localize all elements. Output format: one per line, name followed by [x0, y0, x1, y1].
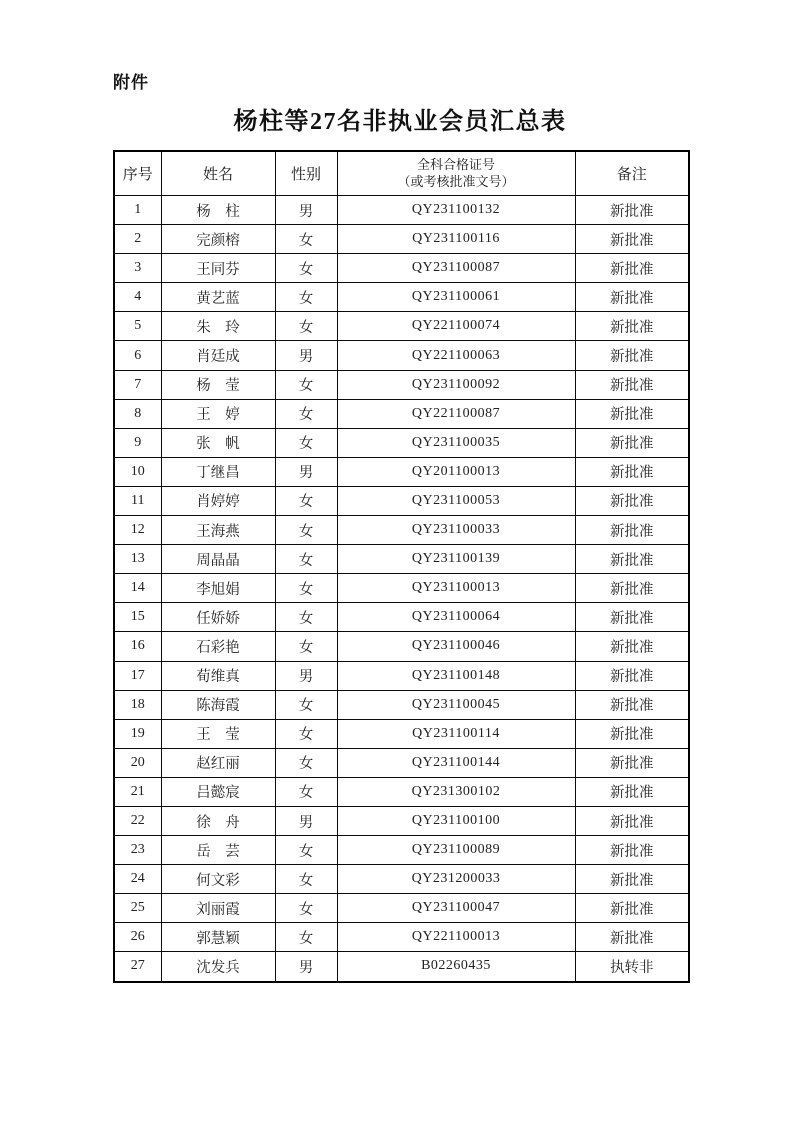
- cell-name: 张 帆: [161, 428, 275, 457]
- table-header: [114, 151, 689, 196]
- cell-cert: B02260435: [337, 952, 575, 982]
- table-row: [114, 748, 689, 777]
- table-row: [114, 225, 689, 254]
- cell-gender: 女: [275, 632, 337, 661]
- cell-index: 5: [114, 312, 161, 341]
- cell-index: 3: [114, 254, 161, 283]
- cell-remark: 新批准: [575, 545, 689, 574]
- table-body: [114, 196, 689, 982]
- cell-cert: QY231300102: [337, 777, 575, 806]
- cell-name: 吕懿宸: [161, 777, 275, 806]
- cell-cert: QY231100089: [337, 836, 575, 865]
- cell-index: 25: [114, 894, 161, 923]
- header-index: 序号: [114, 151, 161, 196]
- cell-index: 26: [114, 923, 161, 952]
- cell-remark: 新批准: [575, 399, 689, 428]
- table-row: [114, 865, 689, 894]
- cell-gender: 女: [275, 516, 337, 545]
- table-row: [114, 283, 689, 312]
- cell-remark: 新批准: [575, 516, 689, 545]
- header-row: [114, 151, 689, 196]
- cell-index: 2: [114, 225, 161, 254]
- header-cert-line2: （或考核批准文号）: [397, 173, 515, 189]
- table-row: [114, 719, 689, 748]
- cell-gender: 女: [275, 923, 337, 952]
- cell-name: 王 莹: [161, 719, 275, 748]
- cell-index: 8: [114, 399, 161, 428]
- cell-remark: 新批准: [575, 225, 689, 254]
- cell-cert: QY231100114: [337, 719, 575, 748]
- cell-index: 11: [114, 486, 161, 515]
- table-row: [114, 457, 689, 486]
- cell-cert: QY231100046: [337, 632, 575, 661]
- cell-gender: 男: [275, 661, 337, 690]
- cell-cert: QY231100013: [337, 574, 575, 603]
- cell-index: 27: [114, 952, 161, 982]
- cell-index: 18: [114, 690, 161, 719]
- cell-cert: QY231100132: [337, 196, 575, 225]
- cell-name: 杨 柱: [161, 196, 275, 225]
- table-row: [114, 690, 689, 719]
- cell-remark: 新批准: [575, 254, 689, 283]
- cell-cert: QY221100063: [337, 341, 575, 370]
- cell-gender: 女: [275, 603, 337, 632]
- cell-remark: 新批准: [575, 719, 689, 748]
- attachment-label: 附件: [113, 73, 149, 92]
- cell-name: 赵红丽: [161, 748, 275, 777]
- cell-name: 朱 玲: [161, 312, 275, 341]
- cell-gender: 女: [275, 399, 337, 428]
- cell-cert: QY231100144: [337, 748, 575, 777]
- cell-remark: 新批准: [575, 341, 689, 370]
- cell-remark: 新批准: [575, 923, 689, 952]
- table-row: [114, 806, 689, 835]
- cell-remark: 执转非: [575, 952, 689, 982]
- table-row: [114, 923, 689, 952]
- cell-cert: QY231200033: [337, 865, 575, 894]
- cell-name: 王海燕: [161, 516, 275, 545]
- cell-name: 陈海霞: [161, 690, 275, 719]
- cell-name: 肖婷婷: [161, 486, 275, 515]
- cell-cert: QY231100035: [337, 428, 575, 457]
- cell-cert: QY231100100: [337, 806, 575, 835]
- cell-cert: QY231100061: [337, 283, 575, 312]
- cell-name: 任娇娇: [161, 603, 275, 632]
- cell-remark: 新批准: [575, 370, 689, 399]
- cell-gender: 女: [275, 370, 337, 399]
- cell-index: 13: [114, 545, 161, 574]
- cell-index: 10: [114, 457, 161, 486]
- cell-cert: QY231100053: [337, 486, 575, 515]
- cell-name: 沈发兵: [161, 952, 275, 982]
- table-row: [114, 486, 689, 515]
- cell-cert: QY231100064: [337, 603, 575, 632]
- cell-name: 丁继昌: [161, 457, 275, 486]
- cell-gender: 男: [275, 457, 337, 486]
- cell-name: 王同芬: [161, 254, 275, 283]
- cell-gender: 男: [275, 341, 337, 370]
- cell-name: 荀维真: [161, 661, 275, 690]
- cell-gender: 女: [275, 283, 337, 312]
- cell-name: 何文彩: [161, 865, 275, 894]
- cell-remark: 新批准: [575, 836, 689, 865]
- cell-gender: 女: [275, 777, 337, 806]
- cell-gender: 男: [275, 952, 337, 982]
- cell-remark: 新批准: [575, 574, 689, 603]
- cell-index: 24: [114, 865, 161, 894]
- cell-index: 4: [114, 283, 161, 312]
- cell-gender: 女: [275, 690, 337, 719]
- table-row: [114, 254, 689, 283]
- cell-gender: 女: [275, 865, 337, 894]
- cell-name: 完颜榕: [161, 225, 275, 254]
- cell-cert: QY231100092: [337, 370, 575, 399]
- table-row: [114, 836, 689, 865]
- cell-index: 15: [114, 603, 161, 632]
- cell-index: 17: [114, 661, 161, 690]
- cell-name: 徐 舟: [161, 806, 275, 835]
- table-row: [114, 545, 689, 574]
- cell-gender: 女: [275, 225, 337, 254]
- cell-remark: 新批准: [575, 748, 689, 777]
- table-row: [114, 341, 689, 370]
- table-row: [114, 516, 689, 545]
- cell-index: 23: [114, 836, 161, 865]
- cell-index: 19: [114, 719, 161, 748]
- cell-remark: 新批准: [575, 806, 689, 835]
- table-row: [114, 952, 689, 982]
- cell-gender: 女: [275, 312, 337, 341]
- cell-remark: 新批准: [575, 661, 689, 690]
- cell-cert: QY231100047: [337, 894, 575, 923]
- cell-remark: 新批准: [575, 690, 689, 719]
- cell-index: 7: [114, 370, 161, 399]
- cell-gender: 女: [275, 748, 337, 777]
- cell-cert: QY231100148: [337, 661, 575, 690]
- cell-name: 王 婷: [161, 399, 275, 428]
- cell-gender: 女: [275, 574, 337, 603]
- cell-name: 郭慧颖: [161, 923, 275, 952]
- cell-remark: 新批准: [575, 196, 689, 225]
- cell-cert: QY201100013: [337, 457, 575, 486]
- cell-cert: QY231100139: [337, 545, 575, 574]
- cell-cert: QY231100116: [337, 225, 575, 254]
- table-row: [114, 428, 689, 457]
- table-row: [114, 370, 689, 399]
- cell-name: 刘丽霞: [161, 894, 275, 923]
- members-table: [113, 150, 690, 983]
- cell-cert: QY221100087: [337, 399, 575, 428]
- cell-cert: QY221100074: [337, 312, 575, 341]
- table-row: [114, 632, 689, 661]
- table-row: [114, 399, 689, 428]
- cell-remark: 新批准: [575, 312, 689, 341]
- cell-remark: 新批准: [575, 428, 689, 457]
- header-gender: 性别: [275, 151, 337, 196]
- header-cert: [337, 151, 575, 196]
- cell-index: 20: [114, 748, 161, 777]
- cell-cert: QY231100087: [337, 254, 575, 283]
- table-row: [114, 894, 689, 923]
- cell-gender: 女: [275, 254, 337, 283]
- cell-gender: 女: [275, 545, 337, 574]
- cell-gender: 女: [275, 486, 337, 515]
- cell-gender: 女: [275, 428, 337, 457]
- cell-remark: 新批准: [575, 894, 689, 923]
- cell-name: 李旭娟: [161, 574, 275, 603]
- cell-name: 黄艺蓝: [161, 283, 275, 312]
- cell-remark: 新批准: [575, 777, 689, 806]
- cell-remark: 新批准: [575, 486, 689, 515]
- header-cert-line1: 全科合格证号: [416, 156, 495, 172]
- cell-index: 14: [114, 574, 161, 603]
- cell-index: 9: [114, 428, 161, 457]
- table-row: [114, 777, 689, 806]
- cell-cert: QY231100045: [337, 690, 575, 719]
- cell-gender: 男: [275, 196, 337, 225]
- cell-remark: 新批准: [575, 603, 689, 632]
- cell-cert: QY231100033: [337, 516, 575, 545]
- cell-index: 1: [114, 196, 161, 225]
- cell-gender: 女: [275, 894, 337, 923]
- cell-cert: QY221100013: [337, 923, 575, 952]
- cell-name: 石彩艳: [161, 632, 275, 661]
- cell-name: 岳 芸: [161, 836, 275, 865]
- table-row: [114, 574, 689, 603]
- cell-gender: 男: [275, 806, 337, 835]
- cell-remark: 新批准: [575, 457, 689, 486]
- table-row: [114, 312, 689, 341]
- cell-gender: 女: [275, 719, 337, 748]
- cell-gender: 女: [275, 836, 337, 865]
- cell-remark: 新批准: [575, 865, 689, 894]
- cell-index: 16: [114, 632, 161, 661]
- table-row: [114, 603, 689, 632]
- cell-index: 6: [114, 341, 161, 370]
- table-row: [114, 196, 689, 225]
- cell-index: 12: [114, 516, 161, 545]
- header-remark: 备注: [575, 151, 689, 196]
- cell-remark: 新批准: [575, 283, 689, 312]
- cell-remark: 新批准: [575, 632, 689, 661]
- cell-name: 杨 莹: [161, 370, 275, 399]
- cell-name: 周晶晶: [161, 545, 275, 574]
- cell-index: 22: [114, 806, 161, 835]
- cell-index: 21: [114, 777, 161, 806]
- table-row: [114, 661, 689, 690]
- header-name: 姓名: [161, 151, 275, 196]
- cell-name: 肖廷成: [161, 341, 275, 370]
- page-title: 杨柱等27名非执业会员汇总表: [233, 109, 567, 135]
